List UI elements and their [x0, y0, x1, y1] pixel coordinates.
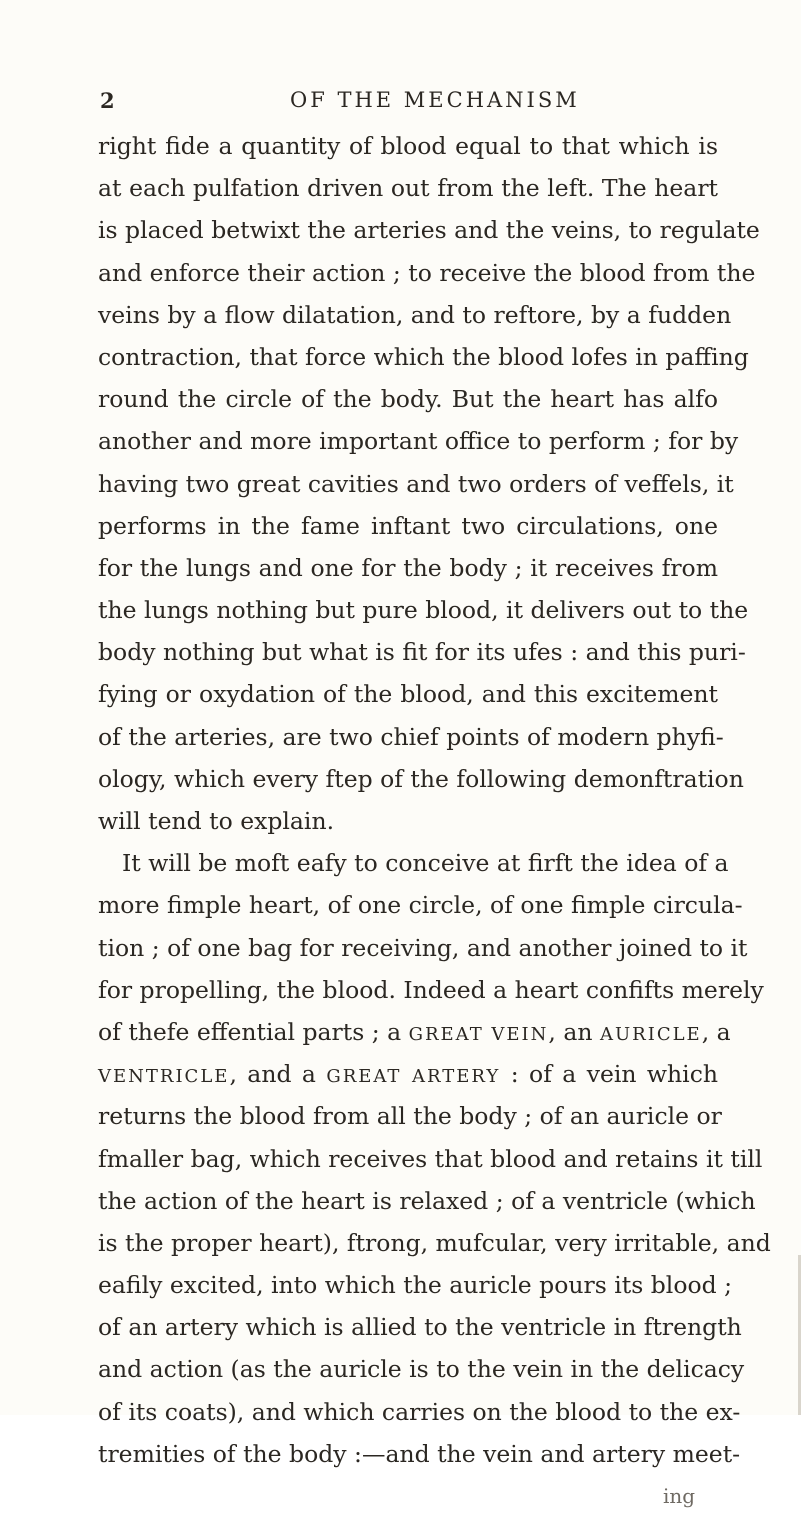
text-line: round the circle of the body. But the heart has alfo: [98, 385, 718, 414]
text-line: of the arteries, are two chief points of modern phyfi-: [98, 722, 724, 751]
text-line: right fide a quantity of blood equal to that which is: [98, 132, 718, 160]
text-line: for the lungs and one for the body ; it receives from: [98, 553, 718, 582]
text-line: more fimple heart, of one circle, of one fimple circula-: [98, 891, 743, 920]
catchword: ing: [663, 1484, 696, 1508]
text-line: another and more important office to perform ; for by: [98, 427, 739, 456]
text-line: is the proper heart), ftrong, mufcular, very irritable, and: [98, 1228, 771, 1257]
small-caps-term: GREAT ARTERY: [326, 1066, 501, 1088]
text-line-small-caps: [98, 1011, 731, 1053]
text-line: eafily excited, into which the auricle pours its blood ;: [98, 1271, 733, 1300]
text-fragment: of thefe effential parts ; a: [98, 1017, 409, 1046]
text-line: fmaller bag, which receives that blood and retains it till: [98, 1144, 763, 1173]
text-line: for propelling, the blood. Indeed a heart confifts merely: [98, 975, 764, 1004]
text-line: performs in the fame inftant two circulations, one: [98, 511, 718, 540]
text-line: veins by a flow dilatation, and to reftore, by a fudden: [98, 300, 732, 329]
text-line: ology, which every ftep of the following demonftration: [98, 764, 744, 793]
body-text: [98, 125, 771, 1517]
text-line: tion ; of one bag for receiving, and another joined to it: [98, 933, 748, 962]
text-line: tremities of the body :—and the vein and artery meet-: [98, 1439, 741, 1468]
page-number: 2: [100, 88, 117, 113]
running-head: OF THE MECHANISM: [290, 88, 580, 112]
text-line: contraction, that force which the blood lofes in paffing: [98, 342, 749, 371]
text-line: and action (as the auricle is to the vein in the delicacy: [98, 1355, 745, 1384]
text-line: having two great cavities and two orders of veffels, it: [98, 469, 734, 498]
small-caps-term: AURICLE: [599, 1023, 702, 1045]
text-line: and enforce their action ; to receive the blood from the: [98, 258, 756, 287]
text-line: of an artery which is allied to the ventricle in ftrength: [98, 1313, 742, 1342]
text-line: the action of the heart is relaxed ; of a ventricle (which: [98, 1186, 756, 1215]
text-fragment: , and a: [229, 1060, 327, 1089]
text-fragment: : of a vein which: [500, 1060, 718, 1089]
text-line: is placed betwixt the arteries and the veins, to regulate: [98, 216, 760, 245]
text-line: returns the blood from all the body ; of an auricle or: [98, 1102, 722, 1131]
text-line: at each pulfation driven out from the left. The heart: [98, 174, 718, 203]
text-line: of its coats), and which carries on the blood to the ex-: [98, 1397, 741, 1426]
text-line-small-caps: [98, 1053, 718, 1095]
text-fragment: , an: [548, 1017, 600, 1046]
text-line: the lungs nothing but pure blood, it delivers out to the: [98, 596, 749, 625]
paragraph-end-line: will tend to explain.: [98, 807, 335, 835]
text-line: fying or oxydation of the blood, and this excitement: [98, 680, 718, 709]
small-caps-term: GREAT VEIN: [408, 1023, 549, 1045]
small-caps-term: VENTRICLE: [98, 1066, 230, 1088]
text-line: body nothing but what is fit for its ufes : and this puri-: [98, 638, 746, 667]
paragraph-start-line: It will be moft eafy to conceive at firft the idea of a: [122, 849, 729, 878]
text-fragment: , a: [701, 1017, 731, 1046]
